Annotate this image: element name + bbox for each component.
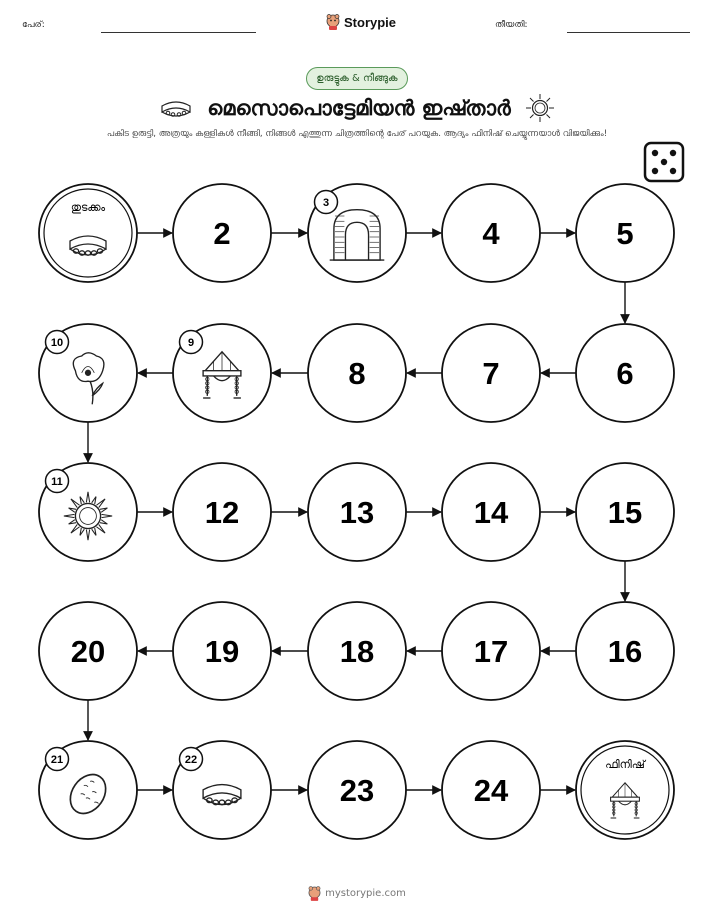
cell-number: 5 bbox=[616, 216, 634, 251]
cell-number: 12 bbox=[204, 495, 240, 530]
board-cell-14[interactable] bbox=[442, 463, 540, 561]
cell-number: 14 bbox=[473, 495, 509, 530]
board-cell-13[interactable] bbox=[308, 463, 406, 561]
board-cell-15[interactable] bbox=[576, 463, 674, 561]
board-cell-16[interactable] bbox=[576, 602, 674, 700]
brand-name: Storypie bbox=[344, 14, 397, 30]
board-cell-7[interactable] bbox=[442, 324, 540, 422]
cell-number: 20 bbox=[70, 634, 106, 669]
board-cell-3[interactable] bbox=[308, 184, 406, 282]
board-cell-4[interactable] bbox=[442, 184, 540, 282]
board-cell-17[interactable] bbox=[442, 602, 540, 700]
date-label: തീയതി: bbox=[495, 20, 528, 30]
cell-badge-number: 3 bbox=[322, 197, 330, 209]
cell-number: 16 bbox=[607, 634, 643, 669]
board-cell-24[interactable] bbox=[442, 741, 540, 839]
activity-tag: ഉരുട്ടുക & നീങ്ങുക bbox=[306, 67, 407, 90]
cell-badge-number: 21 bbox=[50, 754, 64, 766]
board-cell-21[interactable] bbox=[39, 741, 137, 839]
cell-number: 4 bbox=[482, 216, 500, 251]
board-cell-11[interactable] bbox=[39, 463, 137, 561]
board-cell-18[interactable] bbox=[308, 602, 406, 700]
page-title: മെസൊപൊട്ടേമിയൻ ഇഷ്താർ bbox=[207, 95, 511, 120]
board-cell-8[interactable] bbox=[308, 324, 406, 422]
cell-badge-number: 10 bbox=[50, 337, 64, 349]
instructions: പകിട ഉരുട്ടി, അത്രയും കള്ളികൾ നീങ്ങി, നിങ്ങൾ എത്തുന്ന ചിത്രത്തിന്റെ പേര് പറയുക. ആദ്യം ഫിനിഷ് ചെയ്യുന്നയാൾ വിജയിക്കും! bbox=[106, 129, 608, 139]
cell-number: 17 bbox=[473, 634, 509, 669]
board-cell-25[interactable] bbox=[576, 741, 674, 839]
board-cell-6[interactable] bbox=[576, 324, 674, 422]
cell-number: 24 bbox=[473, 773, 509, 808]
board-cell-22[interactable] bbox=[173, 741, 271, 839]
cell-number: 6 bbox=[616, 356, 634, 391]
board-cell-20[interactable] bbox=[39, 602, 137, 700]
cell-badge-number: 9 bbox=[187, 337, 195, 349]
cell-badge-number: 11 bbox=[51, 476, 63, 488]
board-cell-2[interactable] bbox=[173, 184, 271, 282]
ishtar-gate-icon bbox=[330, 210, 385, 260]
footer bbox=[308, 886, 406, 901]
cell-number: 13 bbox=[339, 495, 375, 530]
footer-url: mystorypie.com bbox=[325, 888, 406, 899]
cell-number: 2 bbox=[213, 216, 231, 251]
cell-number: 8 bbox=[348, 356, 366, 391]
start-label: തുടക്കം bbox=[70, 201, 106, 214]
finish-label: ഫിനിഷ് bbox=[605, 758, 645, 771]
storypie-logo-icon bbox=[308, 886, 321, 901]
name-label: പേര്: bbox=[22, 20, 45, 30]
cell-number: 23 bbox=[339, 773, 375, 808]
cell-badge-number: 22 bbox=[184, 754, 198, 766]
cell-number: 19 bbox=[204, 634, 240, 669]
board-cell-10[interactable] bbox=[39, 324, 137, 422]
board-cell-5[interactable] bbox=[576, 184, 674, 282]
board-cell-12[interactable] bbox=[173, 463, 271, 561]
cell-circle bbox=[39, 184, 137, 282]
board-cell-9[interactable] bbox=[173, 324, 271, 422]
cell-number: 18 bbox=[339, 634, 375, 669]
cell-number: 15 bbox=[607, 495, 643, 530]
board-cell-19[interactable] bbox=[173, 602, 271, 700]
board-cell-23[interactable] bbox=[308, 741, 406, 839]
cell-number: 7 bbox=[482, 356, 500, 391]
board-cell-1[interactable] bbox=[39, 184, 137, 282]
